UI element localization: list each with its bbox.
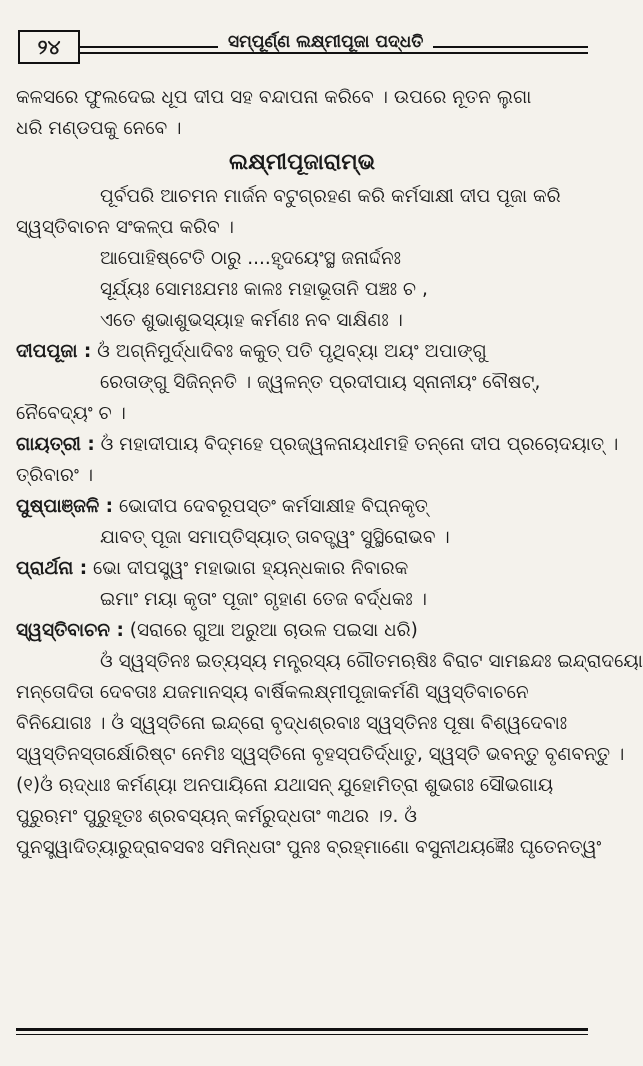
prarthana-text: ଭୋ ଦୀପସ୍ତ୍ୱଂ ମହାଭାଗ ହ୍ୟନ୍ଧକାର ନିବାରକ: [87, 558, 409, 579]
text-line: ସ୍ୱସ୍ତିନସ୍ତାର୍କ୍ଷୋରିଷ୍ଟ ନେମିଃ ସ୍ୱସ୍ତିନୋ ବୃହସ୍ପତିର୍ଦ୍ଧାତୁ, ସ୍ୱସ୍ତି ଭବନ୍ତୁ ବୃଣବନ୍ତୁ ।: [16, 744, 625, 765]
text-line: ସ୍ୱସ୍ତିବାଚନ ସଂକଳ୍ପ କରିବ ।: [16, 217, 234, 238]
text-line: ରେତାଙ୍ଗୁ ସିଜିନ୍ନତି । ଜ୍ୱଳନ୍ତ ପ୍ରଦୀପାୟ ସ୍ନାନୀୟଂ ବୌଷଟ୍,: [100, 372, 541, 393]
footer-rule: [16, 1028, 588, 1031]
page-header: [18, 30, 588, 66]
prarthana-label: ପ୍ରାର୍ଥନା :: [16, 558, 88, 579]
header-rule: [80, 52, 588, 54]
deepa-puja-text: ଓଁ ଅଗ୍ନିମୁର୍ଦ୍ଧାଦିବଃ କକୁତ୍ ପତି ପୃଥିବ୍ୟା ଅୟଂ ଅପାଙ୍ଗୁ: [91, 341, 487, 362]
text-line: ଇମାଂ ମୟା କୃତାଂ ପୂଜାଂ ଗୃହାଣ ତେଜ ବର୍ଦ୍ଧକଃ ।: [100, 589, 427, 610]
running-title: ସମ୍ପୂର୍ଣ୍ଣ ଲକ୍ଷ୍ମୀପୂଜା ପଦ୍ଧତି: [218, 32, 433, 52]
verse-line: ଆପୋହିଷ୍ଟେତି ଠାରୁ ....ହୃଦୟେଂସ୍ଥ ଜନାର୍ଦ୍ଦନଃ: [100, 248, 401, 269]
gayatri-label: ଗାୟତ୍ରୀ :: [16, 434, 95, 455]
text-line: ନୈବେଦ୍ୟଂ ଚ ।: [16, 403, 126, 424]
text-line: ଓଁ ସ୍ୱସ୍ତିନଃ ଇତ୍ୟସ୍ୟ ମନ୍ତ୍ରସ୍ୟ ଗୌତମଋଷିଃ ବିରାଟ ସାମଛନ୍ଦଃ ଇନ୍ଦ୍ରାଦୟୋ: [100, 651, 643, 672]
deepa-puja-label: ଦୀପପୂଜା :: [16, 341, 92, 362]
pushpanjali-label: ପୁଷ୍ପାଞ୍ଜଳି :: [16, 496, 114, 517]
pushpanjali-line: [16, 491, 588, 522]
deepa-puja-line: [16, 336, 588, 367]
swastivachan-text: (ସରାରେ ଗୁଆ ଅରୁଆ ଚାଉଳ ପଇସା ଧରି): [123, 620, 418, 641]
page-number: ୨୪: [18, 30, 80, 64]
text-line: ତ୍ରିବାରଂ ।: [16, 465, 94, 486]
swastivachan-label: ସ୍ୱସ୍ତିବାଚନ :: [16, 620, 124, 641]
text-line: ଯାବତ୍ ପୂଜା ସମାପ୍ତିସ୍ୟାତ୍ ତାବତ୍ତ୍ୱଂ ସୁସ୍ଥିରୋଭବ ।: [100, 527, 450, 548]
text-line: ପୁନସ୍ତ୍ୱାଦିତ୍ୟାରୁଦ୍ରାବସବଃ ସମିନ୍ଧତାଂ ପୁନଃ ବ୍ରହ୍ମାଣୋ ବସୁନୀଥୟଜ୍ଞୈଃ ଘୃତେନତ୍ୱଂ: [16, 837, 602, 858]
pushpanjali-text: ଭୋଦୀପ ଦେବରୂପସ୍ତଂ କର୍ମସାକ୍ଷୀହ ବିଘ୍ନକୃତ୍: [113, 496, 428, 517]
page-body: [16, 82, 643, 863]
footer-rule: [16, 1034, 588, 1035]
text-line: ପୂର୍ବପରି ଆଚମନ ମାର୍ଜନ ବଟୁଗ୍ରହଣ କରି କର୍ମସାକ୍ଷୀ ଦୀପ ପୂଜା କରି: [100, 186, 561, 207]
verse-line: ସୂର୍ଯ୍ୟଃ ସୋମଃଯମଃ କାଳଃ ମହାଭୂତାନି ପଞ୍ଚଃ ଚ ,: [100, 279, 428, 300]
text-line: ମନ୍ତୋଦିତା ଦେବତାଃ ଯଜମାନସ୍ୟ ବାର୍ଷିକଲକ୍ଷ୍ମୀପୂଜାକର୍ମଣି ସ୍ୱସ୍ତିବାଚନେ: [16, 682, 529, 703]
verse-line: ଏତେ ଶୁଭାଶୁଭସ୍ୟାହ କର୍ମଣଃ ନବ ସାକ୍ଷିଣଃ ।: [100, 310, 403, 331]
swastivachan-line: [16, 615, 588, 646]
text-line: ଧରି ମଣ୍ଡପକୁ ନେବେ ।: [16, 118, 182, 139]
text-line: ବିନିଯୋଗଃ । ଓଁ ସ୍ୱସ୍ତିନୋ ଇନ୍ଦ୍ରୋ ବୃଦ୍ଧଶ୍ରବାଃ ସ୍ୱସ୍ତିନଃ ପୂଷା ବିଶ୍ୱଦେବାଃ: [16, 713, 568, 734]
gayatri-text: ଓଁ ମହାଦୀପାୟ ବିଦ୍ମହେ ପ୍ରଜ୍ୱଳନାୟଧୀମହି ତନ୍ନୋ ଦୀପ ପ୍ରଚୋଦୟାତ୍ ।: [94, 434, 619, 455]
text-line: (୧)ଓଁ ଋଦ୍ଧାଃ କର୍ମଣ୍ୟା ଅନପାୟିନୋ ଯଥାସନ୍ ଯୁହୋମିତ୍ରା ଶୁଭଗଃ ସୌଭଗାୟ: [16, 775, 554, 796]
section-heading: ଲକ୍ଷ୍ମୀପୂଜାରାମ୍ଭ: [228, 150, 376, 175]
gayatri-line: [16, 429, 619, 460]
text-line: ପୁରୁଋମଂ ପୁରୁହୂତଃ ଶ୍ରବସ୍ୟନ୍ କର୍ମରୁଦ୍ଧତାଂ ୩ଥର ।୨. ଓଁ: [16, 806, 417, 827]
text-line: କଳସରେ ଫୁଲଦେଇ ଧୂପ ଦୀପ ସହ ବନ୍ଦାପନା କରିବେ । ଉପରେ ନୂତନ ଲୁଗା: [16, 87, 532, 108]
prarthana-line: [16, 553, 588, 584]
